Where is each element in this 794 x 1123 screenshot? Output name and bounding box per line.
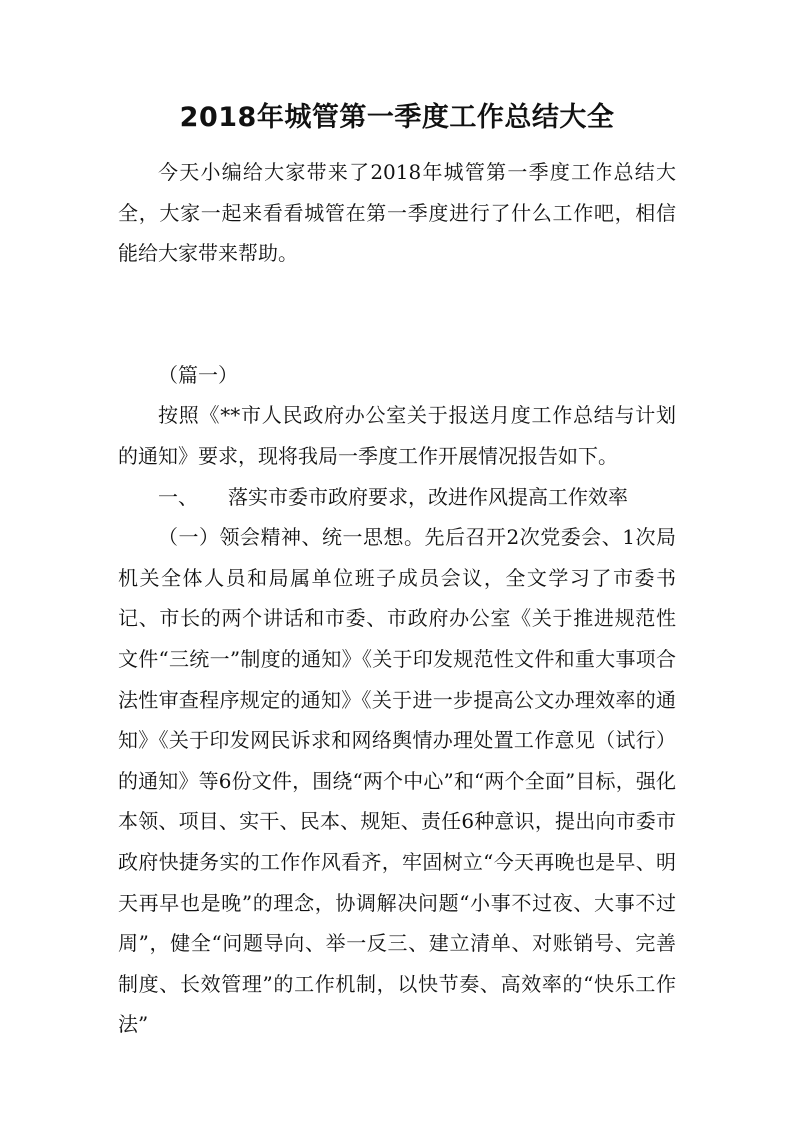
section-heading-text: 落实市委市政府要求，改进作风提高工作效率: [228, 484, 628, 509]
paragraph-notice: 按照《**市人民政府办公室关于报送月度工作总结与计划的通知》要求，现将我局一季度工作开展情况报告如下。: [118, 403, 676, 468]
section-label: （篇一）: [158, 362, 238, 387]
intro-paragraph: 今天小编给大家带来了2018年城管第一季度工作总结大全，大家一起来看看城管在第一季度进行了什么工作吧，相信能给大家带来帮助。: [118, 160, 676, 266]
paragraph-spirit: （一）领会精神、统一思想。先后召开2次党委会、1次局机关全体人员和局属单位班子成员会议，全文学习了市委书记、市长的两个讲话和市委、市政府办公室《关于推进规范性文件“三统一”制度的通知》《关于印发规范性文件和重大事项合法性审查程序规定的通知》《关于进一步提高公文办理效率的通知》《关于印发网民诉求和网络舆情办理处置工作意见（试行）的通知》等6份文件，围绕“两个中心”和“两个全面”目标，强化本领、项目、实干、民本、规矩、责任6种意识，提出向市委市政府快捷务实的工作作风看齐，牢固树立“今天再晚也是早、明天再早也是晚”的理念，协调解决问题“小事不过夜、大事不过周”，健全“问题导向、举一反三、建立清单、对账销号、完善制度、长效管理”的工作机制，以快节奏、高效率的“快乐工作法”: [118, 525, 676, 1037]
section-heading-number: 一、: [158, 484, 198, 509]
document-title: 2018年城管第一季度工作总结大全: [179, 102, 615, 133]
blank-line: [118, 274, 676, 355]
document-body: [118, 152, 676, 1045]
section-heading: [118, 477, 676, 518]
